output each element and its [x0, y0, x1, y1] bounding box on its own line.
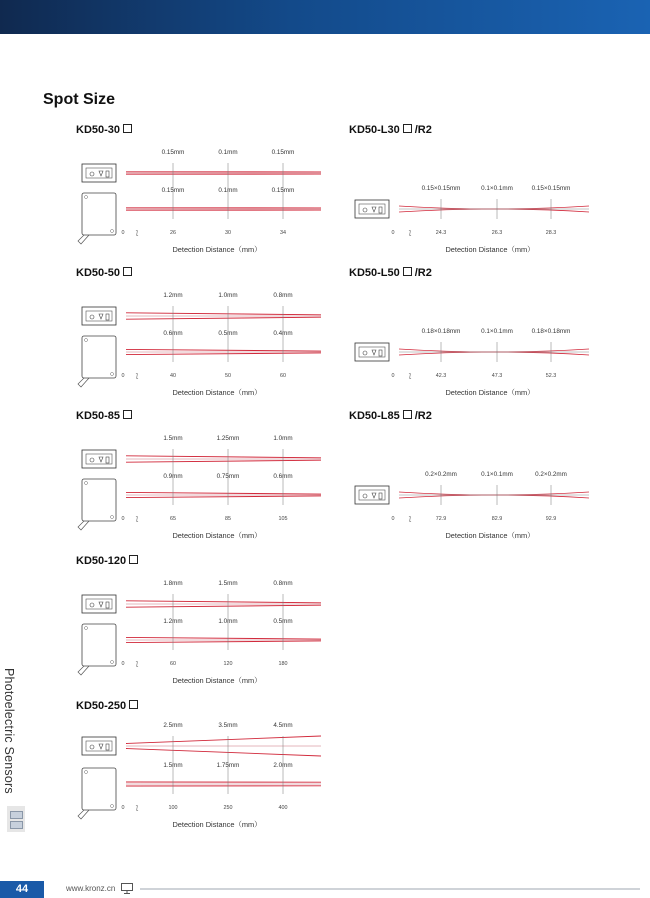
- spot-block-kd50-l85: [349, 410, 604, 540]
- axis-break-icon: [409, 516, 411, 521]
- distance-tick-label: 34: [280, 230, 286, 236]
- page-number: 44: [0, 881, 44, 898]
- sensor-front-icon: [82, 595, 116, 613]
- spot-size-label: 0.15mm: [161, 187, 185, 194]
- axis-title: Detection Distance（mm）: [172, 676, 262, 685]
- spot-block-kd50-30: [76, 124, 331, 254]
- spot-diagram: [76, 410, 331, 540]
- distance-tick-label: 26.3: [491, 230, 503, 236]
- spot-size-label: 0.2×0.2mm: [535, 471, 567, 478]
- spot-size-label: 0.1mm: [218, 187, 238, 194]
- sensor-front-icon: [355, 200, 389, 218]
- monitor-icon: [121, 883, 133, 894]
- spot-size-label: 0.8mm: [273, 580, 293, 587]
- beam-bottom: [126, 492, 321, 497]
- spot-size-label: 0.4mm: [273, 330, 293, 337]
- beam-top: [126, 456, 321, 462]
- sensor-category-icon: [7, 806, 25, 832]
- spot-size-label: 0.1×0.1mm: [481, 328, 513, 335]
- axis-break-icon: [136, 230, 138, 235]
- beam-top: [126, 736, 321, 756]
- origin-label: 0: [391, 230, 395, 236]
- distance-tick-label: 60: [170, 661, 176, 667]
- sensor-front-icon: [82, 450, 116, 468]
- model-suffix: /R2: [414, 410, 432, 422]
- sensor-side-icon: [78, 193, 116, 244]
- origin-label: 0: [121, 373, 125, 379]
- footer-rule: [140, 888, 640, 890]
- spot-size-label: 0.18×0.18mm: [531, 328, 571, 335]
- sensor-front-icon: [82, 737, 116, 755]
- sensor-side-icon: [78, 336, 116, 387]
- spot-size-label: 0.5mm: [273, 618, 293, 625]
- axis-title: Detection Distance（mm）: [172, 820, 262, 829]
- sensor-front-icon: [82, 307, 116, 325]
- spot-size-label: 1.0mm: [218, 292, 238, 299]
- distance-tick-label: 85: [225, 516, 231, 522]
- distance-tick-label: 47.3: [491, 373, 503, 379]
- beam-top: [126, 601, 321, 607]
- distance-tick-label: 92.9: [545, 516, 557, 522]
- distance-tick-label: 60: [280, 373, 286, 379]
- spot-size-label: 2.0mm: [273, 762, 293, 769]
- spot-size-label: 0.9mm: [163, 473, 183, 480]
- sensor-side-icon: [78, 479, 116, 530]
- distance-tick-label: 100: [168, 805, 178, 811]
- distance-tick-label: 250: [223, 805, 233, 811]
- sensor-side-icon: [78, 768, 116, 819]
- distance-tick-label: 50: [225, 373, 231, 379]
- model-text: KD50-50: [76, 267, 121, 279]
- spot-size-label: 1.5mm: [218, 580, 238, 587]
- axis-title: Detection Distance（mm）: [172, 388, 262, 397]
- side-category-text: Photoelectric Sensors: [2, 668, 16, 794]
- distance-tick-label: 180: [278, 661, 288, 667]
- distance-tick-label: 26: [170, 230, 176, 236]
- spot-block-kd50-l30: [349, 124, 604, 254]
- spot-block-kd50-l50: [349, 267, 604, 397]
- spot-size-label: 4.5mm: [273, 722, 293, 729]
- origin-label: 0: [391, 373, 395, 379]
- spot-diagram: [76, 555, 331, 685]
- model-text: KD50-30: [76, 124, 121, 136]
- beam-converging: [399, 206, 589, 212]
- beam-converging: [399, 492, 589, 498]
- model-text: KD50-250: [76, 700, 127, 712]
- spot-size-label: 1.5mm: [163, 435, 183, 442]
- spot-size-label: 0.6mm: [163, 330, 183, 337]
- origin-label: 0: [121, 230, 125, 236]
- spot-block-kd50-120: [76, 555, 331, 685]
- beam-top: [126, 172, 321, 174]
- distance-tick-label: 30: [225, 230, 231, 236]
- beam-bottom: [126, 782, 321, 786]
- origin-label: 0: [121, 805, 125, 811]
- distance-tick-label: 42.3: [435, 373, 447, 379]
- distance-tick-label: 105: [278, 516, 288, 522]
- spot-size-label: 2.5mm: [163, 722, 183, 729]
- axis-break-icon: [136, 373, 138, 378]
- origin-label: 0: [391, 516, 395, 522]
- spot-size-label: 0.75mm: [216, 473, 240, 480]
- beam-converging: [399, 349, 589, 355]
- spot-size-label: 0.15×0.15mm: [531, 185, 571, 192]
- origin-label: 0: [121, 661, 125, 667]
- spot-block-kd50-250: [76, 700, 331, 830]
- model-suffix: /R2: [414, 267, 432, 279]
- distance-tick-label: 82.9: [491, 516, 503, 522]
- spot-size-label: 0.15mm: [161, 149, 185, 156]
- distance-tick-label: 120: [223, 661, 233, 667]
- spot-size-label: 1.0mm: [273, 435, 293, 442]
- axis-break-icon: [136, 661, 138, 666]
- footer-url: www.kronz.cn: [66, 884, 116, 893]
- spot-size-label: 0.1×0.1mm: [481, 185, 513, 192]
- spot-size-label: 0.15mm: [271, 149, 295, 156]
- model-text: KD50-L30: [349, 124, 400, 136]
- model-text: KD50-85: [76, 410, 121, 422]
- beam-top: [126, 313, 321, 319]
- model-suffix: /R2: [414, 124, 432, 136]
- distance-tick-label: 24.3: [435, 230, 447, 236]
- spot-size-label: 1.2mm: [163, 292, 183, 299]
- model-text: KD50-L85: [349, 410, 400, 422]
- axis-break-icon: [409, 230, 411, 235]
- spot-size-label: 0.1mm: [218, 149, 238, 156]
- spot-size-label: 0.2×0.2mm: [425, 471, 457, 478]
- beam-bottom: [126, 208, 321, 210]
- sensor-front-icon: [355, 486, 389, 504]
- beam-bottom: [126, 637, 321, 642]
- axis-title: Detection Distance（mm）: [445, 531, 535, 540]
- spot-diagram: [76, 267, 331, 397]
- model-text: KD50-120: [76, 555, 127, 567]
- sensor-front-icon: [355, 343, 389, 361]
- spot-size-label: 1.0mm: [218, 618, 238, 625]
- spot-size-label: 1.5mm: [163, 762, 183, 769]
- spot-size-label: 3.5mm: [218, 722, 238, 729]
- spot-size-label: 1.75mm: [216, 762, 240, 769]
- spot-size-label: 0.6mm: [273, 473, 293, 480]
- model-text: KD50-L50: [349, 267, 400, 279]
- spot-size-label: 0.18×0.18mm: [421, 328, 461, 335]
- spot-size-label: 1.25mm: [216, 435, 240, 442]
- axis-title: Detection Distance（mm）: [172, 531, 262, 540]
- side-category-label: [2, 668, 16, 808]
- axis-title: Detection Distance（mm）: [172, 245, 262, 254]
- axis-break-icon: [136, 805, 138, 810]
- distance-tick-label: 72.9: [435, 516, 447, 522]
- origin-label: 0: [121, 516, 125, 522]
- spot-block-kd50-85: [76, 410, 331, 540]
- spot-size-label: 1.2mm: [163, 618, 183, 625]
- spot-size-label: 0.8mm: [273, 292, 293, 299]
- spot-size-label: 0.15mm: [271, 187, 295, 194]
- header-bar: [0, 0, 650, 34]
- axis-break-icon: [136, 516, 138, 521]
- spot-size-label: 0.5mm: [218, 330, 238, 337]
- beam-bottom: [126, 349, 321, 354]
- distance-tick-label: 52.3: [545, 373, 557, 379]
- distance-tick-label: 400: [278, 805, 288, 811]
- distance-tick-label: 28.3: [545, 230, 557, 236]
- axis-break-icon: [409, 373, 411, 378]
- axis-title: Detection Distance（mm）: [445, 245, 535, 254]
- page-title: Spot Size: [43, 91, 116, 108]
- spot-size-label: 1.8mm: [163, 580, 183, 587]
- distance-tick-label: 65: [170, 516, 176, 522]
- spot-size-label: 0.1×0.1mm: [481, 471, 513, 478]
- spot-diagram: [76, 700, 331, 830]
- axis-title: Detection Distance（mm）: [445, 388, 535, 397]
- spot-size-label: 0.15×0.15mm: [421, 185, 461, 192]
- spot-block-kd50-50: [76, 267, 331, 397]
- sensor-side-icon: [78, 624, 116, 675]
- sensor-front-icon: [82, 164, 116, 182]
- distance-tick-label: 40: [170, 373, 176, 379]
